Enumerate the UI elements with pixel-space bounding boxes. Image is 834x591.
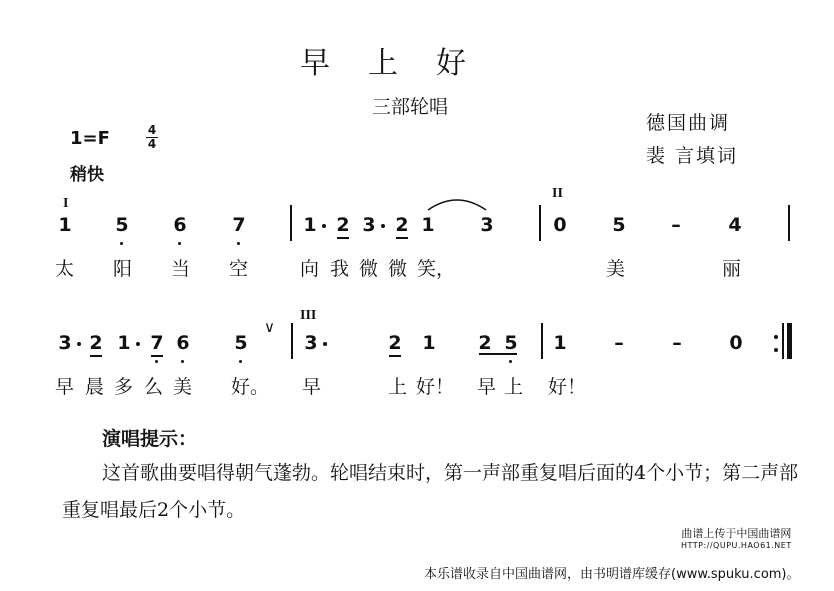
note: 5 xyxy=(234,332,248,354)
lyric: 阳 xyxy=(113,258,133,280)
lyric: 美 xyxy=(606,258,626,280)
site-watermark xyxy=(681,528,792,552)
note: 5 xyxy=(504,332,518,354)
lyricist-credit: 裴 言填词 xyxy=(646,145,739,167)
bar-line xyxy=(291,323,293,359)
note: 2 xyxy=(89,332,103,354)
lyric: 当 xyxy=(171,258,191,280)
note: 1 xyxy=(422,332,436,354)
lyric: 好！ xyxy=(548,376,587,398)
augmentation-dot xyxy=(136,342,140,346)
note: 1 xyxy=(58,214,72,236)
lyric: 早 xyxy=(55,376,75,398)
lyric: 早 xyxy=(302,376,322,398)
repeat-dot xyxy=(774,348,778,352)
lyric: 笑， xyxy=(417,258,456,280)
dash: – xyxy=(671,214,681,236)
section-marker-2: II xyxy=(552,186,563,201)
lyric: 多 xyxy=(114,376,134,398)
note: 3 xyxy=(58,332,72,354)
dash: – xyxy=(672,332,682,354)
tie-slur xyxy=(424,192,490,214)
note: 2 xyxy=(388,332,402,354)
underline-beam xyxy=(479,353,517,355)
lyric: 么 xyxy=(144,376,164,398)
note: 1 xyxy=(303,214,317,236)
note: 7 xyxy=(150,332,164,354)
note: 2 xyxy=(395,214,409,236)
bar-line xyxy=(788,205,790,241)
lyric: 微 xyxy=(359,258,379,280)
time-signature-top: 4 xyxy=(147,123,157,137)
lyric: 空 xyxy=(229,258,249,280)
song-subtitle: 三部轮唱 xyxy=(372,96,449,118)
note: 6 xyxy=(173,214,187,236)
note: 3 xyxy=(362,214,376,236)
dash: – xyxy=(614,332,624,354)
note: 6 xyxy=(176,332,190,354)
note: 1 xyxy=(421,214,435,236)
tips-heading: 演唱提示： xyxy=(102,428,198,450)
lyric: 向 xyxy=(300,258,320,280)
final-bar-thick xyxy=(787,323,792,359)
repeat-dot xyxy=(774,335,778,339)
key-signature: 1=F xyxy=(70,128,110,149)
note: 7 xyxy=(232,214,246,236)
augmentation-dot xyxy=(323,342,327,346)
lyric: 我 xyxy=(330,258,350,280)
bar-line xyxy=(539,205,541,241)
note: 5 xyxy=(115,214,129,236)
lyric: 太 xyxy=(55,258,75,280)
lyric: 上 xyxy=(504,376,524,398)
watermark-line-2: HTTP://QUPU.HAO61.NET xyxy=(681,541,792,550)
watermark-line-1: 曲谱上传于中国曲谱网 xyxy=(681,527,792,540)
bar-line xyxy=(541,323,543,359)
section-marker-1: I xyxy=(63,196,69,211)
note: 1 xyxy=(553,332,567,354)
time-signature-bottom: 4 xyxy=(147,137,157,151)
tips-body: 这首歌曲要唱得朝气蓬勃。轮唱结束时，第一声部重复唱后面的4个小节；第二声部重复唱最后2个小节。 xyxy=(62,462,799,521)
breath-mark: ∨ xyxy=(264,318,275,336)
time-signature xyxy=(145,124,159,151)
lyric: 上 xyxy=(388,376,408,398)
augmentation-dot xyxy=(322,224,326,228)
note: 1 xyxy=(117,332,131,354)
note: 2 xyxy=(336,214,350,236)
lyric: 好！ xyxy=(416,376,455,398)
section-marker-3: III xyxy=(300,308,317,323)
note: 2 xyxy=(478,332,492,354)
tempo-marking: 稍快 xyxy=(70,165,104,185)
augmentation-dot xyxy=(381,224,385,228)
lyric: 微 xyxy=(388,258,408,280)
augmentation-dot xyxy=(77,342,81,346)
note: 4 xyxy=(728,214,742,236)
note: 0 xyxy=(553,214,567,236)
note: 3 xyxy=(480,214,494,236)
song-title: 早上好 xyxy=(300,46,504,81)
note: 5 xyxy=(612,214,626,236)
composer-credit: 德国曲调 xyxy=(646,112,731,134)
lyric: 晨 xyxy=(85,376,105,398)
note: 3 xyxy=(304,332,318,354)
note: 0 xyxy=(729,332,743,354)
final-bar-thin xyxy=(782,323,784,359)
bar-line xyxy=(290,205,292,241)
lyric: 丽 xyxy=(722,258,742,280)
lyric: 好。 xyxy=(231,376,270,398)
lyric: 美 xyxy=(173,376,193,398)
footer-source-note: 本乐谱收录自中国曲谱网，由书明谱库缓存(www.spuku.com)。 xyxy=(424,567,800,582)
lyric: 早 xyxy=(477,376,497,398)
